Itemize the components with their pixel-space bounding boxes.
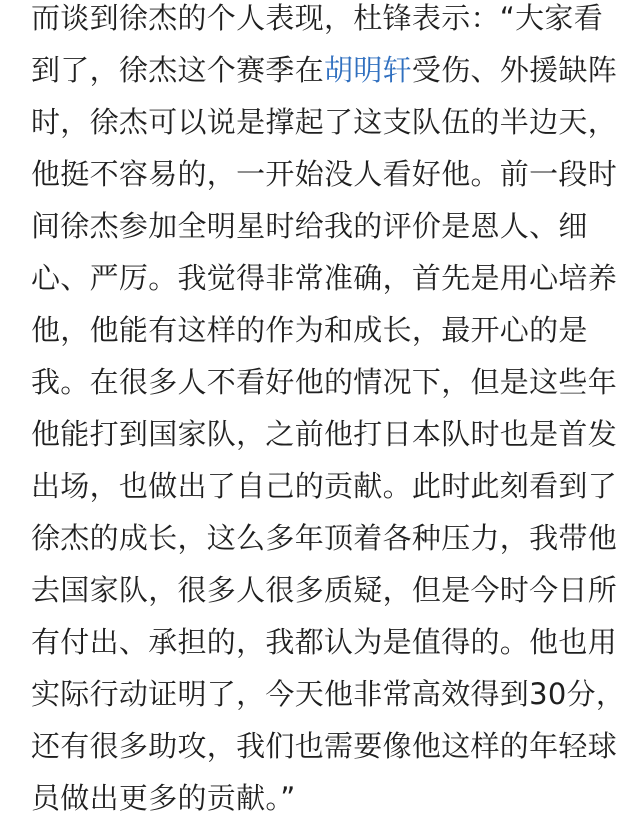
article-line: 有付出、承担的，我都认为是值得的。他也用 <box>31 625 618 659</box>
article-line <box>31 44 631 96</box>
article-line: 实际行动证明了，今天他非常高效得到30分， <box>31 677 626 711</box>
article-line: 他挺不容易的，一开始没人看好他。前一段时 <box>31 157 618 191</box>
article-line: 还有很多助攻，我们也需要像他这样的年轻球 <box>31 729 618 763</box>
article-line: 员做出更多的贡献。” <box>31 781 296 815</box>
article-body <box>31 0 631 824</box>
article-line: 出场，也做出了自己的贡献。此时此刻看到了 <box>31 469 618 503</box>
article-line: 心、严厉。我觉得非常准确，首先是用心培养 <box>31 261 618 295</box>
article-line: 徐杰的成长，这么多年顶着各种压力，我带他 <box>31 521 618 555</box>
person-link-hu-mingxuan[interactable]: 胡明轩 <box>324 53 412 87</box>
line-segment: 受伤、外援缺阵 <box>411 53 618 87</box>
article-line: 我。在很多人不看好他的情况下，但是这些年 <box>31 365 618 399</box>
article-line: 间徐杰参加全明星时给我的评价是恩人、细 <box>31 209 588 243</box>
article-line: 而谈到徐杰的个人表现，杜锋表示：“大家看 <box>31 1 604 35</box>
article-line: 他，他能有这样的作为和成长，最开心的是 <box>31 313 588 347</box>
line-segment: 到了，徐杰这个赛季在 <box>31 53 325 87</box>
article-line: 他能打到国家队，之前他打日本队时也是首发 <box>31 417 618 451</box>
article-line: 去国家队，很多人很多质疑，但是今时今日所 <box>31 573 618 607</box>
article-line: 时，徐杰可以说是撑起了这支队伍的半边天， <box>31 105 618 139</box>
